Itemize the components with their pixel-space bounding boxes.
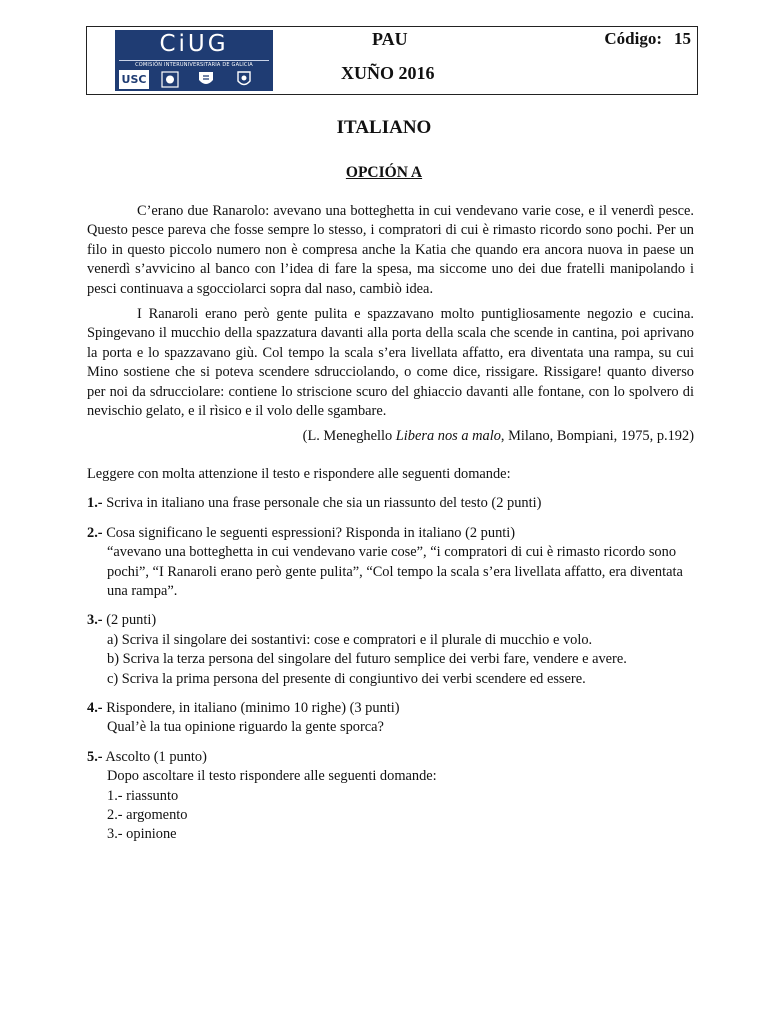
question-3 [87, 611, 694, 689]
university-crest-icon [195, 70, 217, 89]
logo-name: CiUG [159, 31, 229, 57]
list-item: 2.- argomento [107, 806, 188, 823]
instructions: Leggere con molta attenzione il testo e rispondere alle seguenti domande: [87, 465, 511, 482]
question-3c: c) Scriva la prima persona del presente di congiuntivo dei verbi scendere ed essere. [107, 670, 586, 687]
code-value: 15 [674, 29, 691, 48]
question-text: Cosa significano le seguenti espressioni? Risponda in italiano (2 punti) [102, 524, 516, 541]
question-number: 3.- [87, 612, 103, 629]
citation-rest: , Milano, Bompiani, 1975, p.192) [500, 428, 694, 445]
exam-session: XUÑO 2016 [341, 63, 435, 83]
question-text: (2 punti) [102, 612, 157, 629]
citation-title: Libera nos a malo [395, 428, 501, 445]
page-title: ITALIANO [336, 117, 432, 138]
exam-body [87, 202, 694, 845]
citation-author: (L. Meneghello [302, 428, 396, 445]
list-item: 1.- riassunto [107, 787, 179, 804]
university-arms-icon [233, 70, 255, 89]
question-number: 1.- [87, 495, 103, 512]
citation [87, 427, 694, 446]
question-number: 5.- [87, 748, 103, 765]
exam-code [604, 29, 691, 49]
question-3b: b) Scriva la terza persona del singolare del futuro semplice dei verbi fare, vendere e avere. [107, 651, 627, 668]
code-label: Código: [604, 29, 662, 48]
ciug-logo [115, 30, 273, 91]
usc-logo: USC [119, 70, 149, 89]
exam-name: PAU [372, 29, 408, 49]
question-4-prompt: Qual’è la tua opinione riguardo la gente sporca? [107, 719, 384, 736]
text-paragraph-2: I Ranaroli erano però gente pulita e spazzavano molto puntigliosamente negozio e cucina. Spingevano il mucchio della spazzatura davanti alla porta della scala che scende in cantina, poi aprivano la porta e lo spazzavano giù. Col tempo la scala s’era livellata affatto, era diventata una rampa, su cui Mino sostiene che si poteva scendere sdrucciolando, o come dice, rissigare. Rissigare! quanto diverso per noi da sdrucciolare: contiene lo striscione scuro del ghiaccio davanti alle fontane, con lo spolvero di nevischio gelato, e il rìsico e il volo delle sgambare. [87, 306, 694, 420]
question-2 [87, 524, 694, 602]
question-4 [87, 699, 694, 738]
text-paragraph-1: C’erano due Ranarolo: avevano una botteghetta in cui vendevano varie cose, e il venerdì pesce. Questo pesce pareva che fosse sempre lo stesso, i compratori di cui è rimasto ricordo sono pochi. Per un filo in questo piccolo numero non è compresa anche la Katia che quando era ancora nuova in paese un venerdì s’avvicino al banco con l’idea di fare la spesa, ma siccome uno dei due fratelli manipolando i pesci continuava a sgocciolarci sopra dal naso, cambiò idea. [87, 203, 694, 297]
question-text: Scriva in italiano una frase personale che sia un riassunto del testo (2 punti) [102, 495, 542, 512]
question-quotes: “avevano una botteghetta in cui vendevano varie cose”, “i compratori di cui è rimasto ricordo sono pochi”, “I Ranaroli erano però gente pulita”, “Col tempo la scala s’era livellata affatto, era diventata una rampa”. [107, 544, 683, 599]
question-1 [87, 494, 694, 513]
list-item: 3.- opinione [107, 826, 177, 843]
university-seal-icon [159, 70, 181, 89]
question-number: 4.- [87, 699, 103, 716]
question-5 [87, 748, 694, 845]
option-heading: OPCIÓN A [345, 164, 423, 181]
exam-header [86, 26, 698, 95]
question-5-intro: Dopo ascoltare il testo rispondere alle seguenti domande: [107, 768, 437, 785]
logo-divider [119, 60, 269, 61]
question-3a: a) Scriva il singolare dei sostantivi: cose e compratori e il plurale di mucchio e volo. [107, 631, 593, 648]
question-text: Ascolto (1 punto) [102, 748, 207, 765]
question-number: 2.- [87, 524, 103, 541]
logo-subtitle: COMISIÓN INTERUNIVERSITARIA DE GALICIA [135, 62, 253, 68]
question-text: Rispondere, in italiano (minimo 10 righe) (3 punti) [102, 699, 400, 716]
